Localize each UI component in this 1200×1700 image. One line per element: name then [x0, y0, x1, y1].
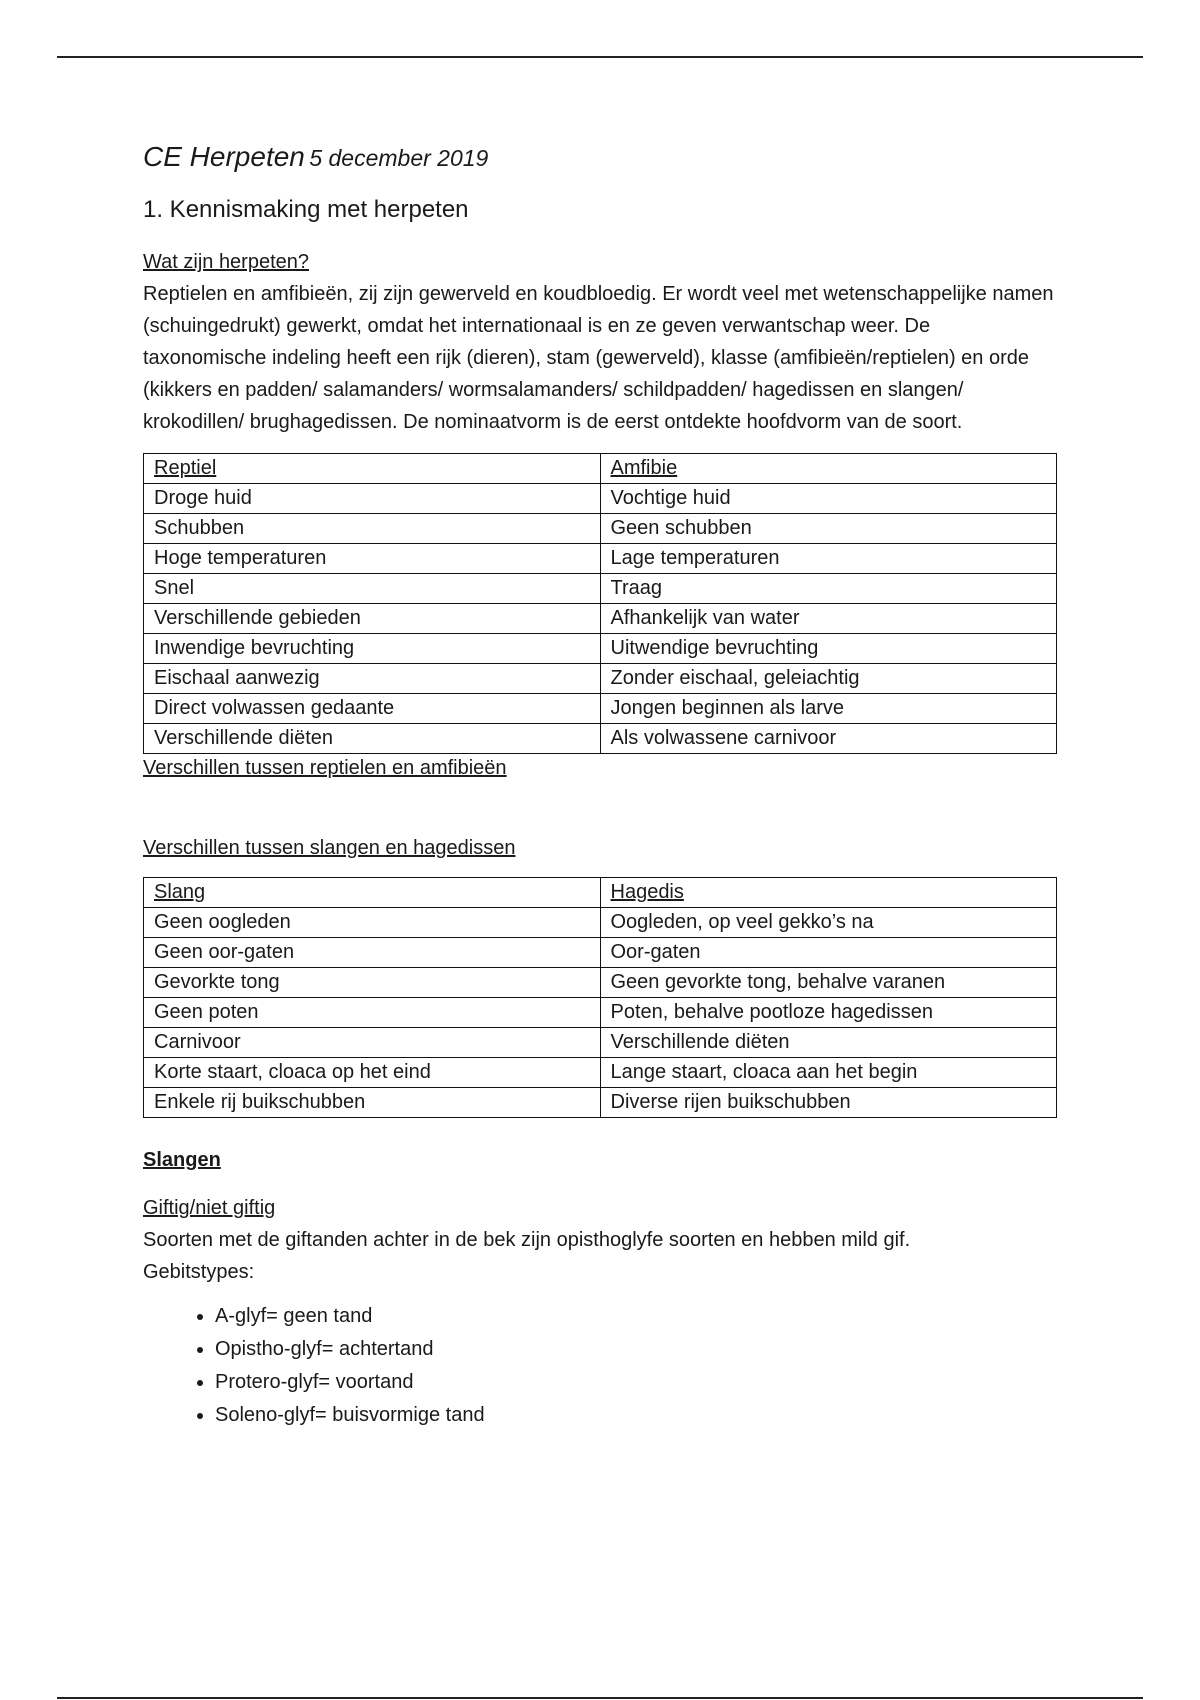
table-row [144, 604, 1057, 634]
table-cell: Lange staart, cloaca aan het begin [600, 1058, 1057, 1088]
table-cell: Inwendige bevruchting [144, 634, 601, 664]
document-title [143, 140, 1058, 174]
list-item: • Protero-glyf= voortand [215, 1366, 1058, 1399]
table-cell: Droge huid [144, 484, 601, 514]
table-header-row [144, 878, 1057, 908]
table-header-cell: Amfibie [600, 454, 1057, 484]
table-cell: Afhankelijk van water [600, 604, 1057, 634]
table-header-cell: Slang [144, 878, 601, 908]
venom-text: Soorten met de giftanden achter in de bek zijn opisthoglyfe soorten en hebben mild gif. [143, 1229, 911, 1252]
table-row [144, 544, 1057, 574]
title-main: CE Herpeten [143, 141, 305, 172]
table-cell: Schubben [144, 514, 601, 544]
teeth-types-label: Gebitstypes: [143, 1261, 255, 1284]
table-cell: Als volwassene carnivoor [600, 724, 1057, 754]
table-cell: Geen oogleden [144, 908, 601, 938]
table-cell: Carnivoor [144, 1028, 601, 1058]
table-cell: Poten, behalve pootloze hagedissen [600, 998, 1057, 1028]
table-cell: Geen oor-gaten [144, 938, 601, 968]
table-cell: Enkele rij buikschubben [144, 1088, 601, 1118]
document-body [143, 140, 1058, 1432]
table-row [144, 484, 1057, 514]
title-date: 5 december 2019 [309, 145, 489, 171]
table-header-cell: Reptiel [144, 454, 601, 484]
table-cell: Zonder eischaal, geleiachtig [600, 664, 1057, 694]
venom-subheading: Giftig/niet giftig [143, 1197, 276, 1220]
table-cell: Verschillende gebieden [144, 604, 601, 634]
table-cell: Jongen beginnen als larve [600, 694, 1057, 724]
table-cell: Verschillende diëten [144, 724, 601, 754]
table-cell: Hoge temperaturen [144, 544, 601, 574]
table-cell: Direct volwassen gedaante [144, 694, 601, 724]
table1-caption: Verschillen tussen reptielen en amfibieën [143, 757, 507, 780]
table-cell: Snel [144, 574, 601, 604]
table-row [144, 968, 1057, 998]
table-cell: Verschillende diëten [600, 1028, 1057, 1058]
chapter-heading: 1. Kennismaking met herpeten [143, 195, 469, 223]
table-header-row [144, 454, 1057, 484]
intro-text: Reptielen en amfibieën, zij zijn gewerveld en koudbloedig. Er wordt veel met wetenschappelijke namen (schuingedrukt) gewerkt, omdat het internationaal is en ze geven verwantschap weer. De taxonomische indeling heeft een rijk (dieren), stam (gewerveld), klasse (amfibieën/reptielen) en orde (kikkers en padden/ salamanders/ wormsalamanders/ schildpadden/ hagedissen en slangen/ krokodillen/ brughagedissen. De nominaatvorm is de eerst ontdekte hoofdvorm van de soort. [143, 283, 1054, 434]
table-cell: Korte staart, cloaca op het eind [144, 1058, 601, 1088]
reptile-amphibian-table [143, 453, 1057, 754]
table-row [144, 694, 1057, 724]
table-cell: Vochtige huid [600, 484, 1057, 514]
table-row [144, 938, 1057, 968]
table-row [144, 908, 1057, 938]
list-item: • A-glyf= geen tand [215, 1300, 1058, 1333]
intro-question: Wat zijn herpeten? [143, 251, 310, 274]
table-row [144, 574, 1057, 604]
top-rule [57, 56, 1143, 58]
table-cell: Diverse rijen buikschubben [600, 1088, 1057, 1118]
table-cell: Traag [600, 574, 1057, 604]
teeth-types-list [143, 1300, 1058, 1432]
table-row [144, 664, 1057, 694]
table-header-cell: Hagedis [600, 878, 1057, 908]
table-row [144, 514, 1057, 544]
table-cell: Geen gevorkte tong, behalve varanen [600, 968, 1057, 998]
table-cell: Oor-gaten [600, 938, 1057, 968]
table-cell: Eischaal aanwezig [144, 664, 601, 694]
table-row [144, 1028, 1057, 1058]
table-cell: Geen poten [144, 998, 601, 1028]
section-heading-slangen: Slangen [143, 1149, 221, 1172]
list-item: • Opistho-glyf= achtertand [215, 1333, 1058, 1366]
table-row [144, 998, 1057, 1028]
table2-caption: Verschillen tussen slangen en hagedissen [143, 837, 516, 860]
table-cell: Oogleden, op veel gekko’s na [600, 908, 1057, 938]
table-cell: Uitwendige bevruchting [600, 634, 1057, 664]
table-cell: Gevorkte tong [144, 968, 601, 998]
table-row [144, 724, 1057, 754]
table-row [144, 1058, 1057, 1088]
table-row [144, 634, 1057, 664]
bottom-rule [57, 1697, 1143, 1699]
list-item: • Soleno-glyf= buisvormige tand [215, 1399, 1058, 1432]
table-cell: Lage temperaturen [600, 544, 1057, 574]
table-row [144, 1088, 1057, 1118]
snake-lizard-table [143, 877, 1057, 1118]
table-cell: Geen schubben [600, 514, 1057, 544]
